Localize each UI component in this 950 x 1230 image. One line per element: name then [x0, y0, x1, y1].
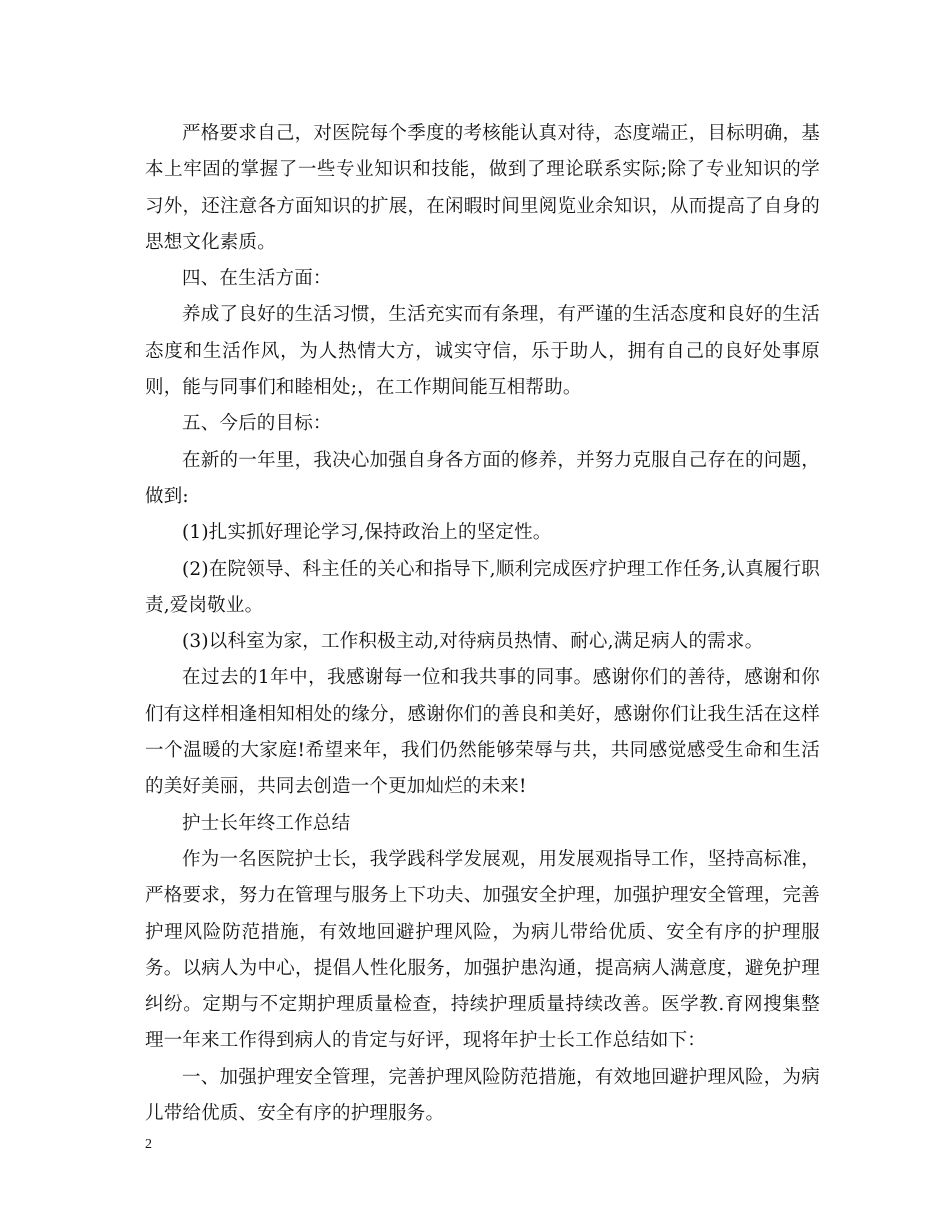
document-body: [145, 116, 820, 1132]
list-item: (2)在院领导、科主任的关心和指导下,顺利完成医疗护理工作任务,认真履行职责,爱岗敬业。: [145, 558, 820, 616]
section-heading: 五、今后的目标：: [182, 413, 332, 435]
list-item: (3)以科室为家，工作积极主动,对待病员热情、耐心,满足病人的需求。: [182, 631, 764, 653]
paragraph: 作为一名医院护士长，我学践科学发展观，用发展观指导工作，坚持高标准，严格要求，努力在管理与服务上下功夫、加强安全护理，加强护理安全管理，完善护理风险防范措施，有效地回避护理风险，为病儿带给优质、安全有序的护理服务。以病人为中心，提倡人性化服务，加强护患沟通，提高病人满意度，避免护理纠纷。定期与不定期护理质量检查，持续护理质量持续改善。医学教.育网搜集整理一年来工作得到病人的肯定与好评，现将年护士长工作总结如下：: [145, 848, 820, 1052]
paragraph: 严格要求自己，对医院每个季度的考核能认真对待，态度端正，目标明确，基本上牢固的掌握了一些专业知识和技能，做到了理论联系实际;除了专业知识的学习外，还注意各方面知识的扩展，在闲暇时间里阅览业余知识，从而提高了自身的思想文化素质。: [145, 123, 820, 253]
section-heading: 四、在生活方面：: [182, 268, 332, 290]
paragraph: 一、加强护理安全管理，完善护理风险防范措施，有效地回避护理风险，为病儿带给优质、安全有序的护理服务。: [145, 1066, 820, 1125]
paragraph: 在新的一年里，我决心加强自身各方面的修养，并努力克服自己存在的问题，做到:: [145, 449, 820, 507]
paragraph: 养成了良好的生活习惯，生活充实而有条理，有严谨的生活态度和良好的生活态度和生活作风，为人热情大方，诚实守信，乐于助人，拥有自己的良好处事原则，能与同事们和睦相处;，在工作期间能互相帮助。: [145, 304, 820, 399]
page-number: 2: [145, 1137, 152, 1152]
paragraph: 在过去的1年中，我感谢每一位和我共事的同事。感谢你们的善待，感谢和你们有这样相逢相知相处的缘分，感谢你们的善良和美好，感谢你们让我生活在这样一个温暖的大家庭!希望来年，我们仍然能够荣辱与共，共同感觉感受生命和生活的美好美丽，共同去创造一个更加灿烂的未来!: [145, 667, 820, 798]
document-title: 护士长年终工作总结: [182, 812, 351, 834]
list-item: (1)扎实抓好理论学习,保持政治上的坚定性。: [182, 522, 552, 544]
